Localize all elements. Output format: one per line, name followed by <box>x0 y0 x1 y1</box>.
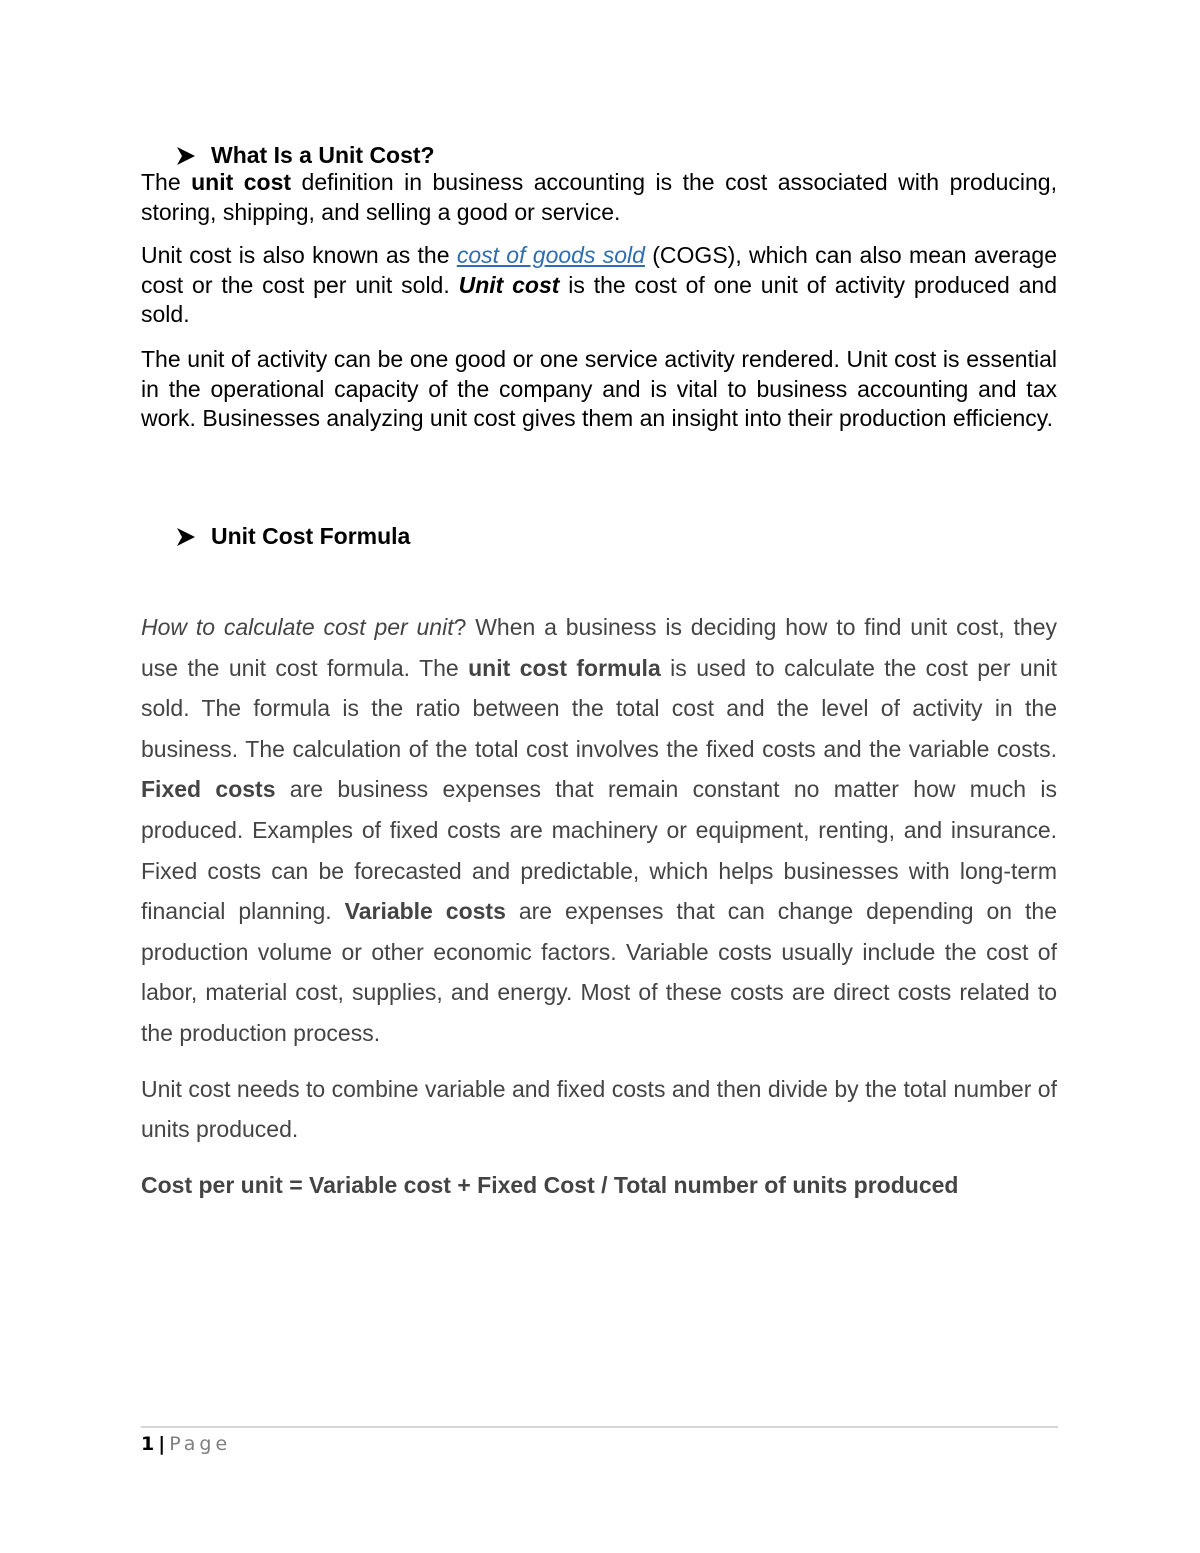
page-footer <box>141 1433 231 1455</box>
text-run: The <box>141 169 192 195</box>
paragraph-unit-of-activity: The unit of activity can be one good or one service activity rendered. Unit cost is essential in the operational capacity of the company and is vital to business accounting and tax work. Businesses analyzing unit cost gives them an insight into their production efficiency. <box>141 346 1057 431</box>
page-label: Page <box>169 1433 232 1455</box>
footer-divider <box>141 1426 1058 1428</box>
text-run: is the cost of one unit of activity produced and sold. <box>141 271 1058 327</box>
text-run: Unit cost is also known as the <box>141 242 457 268</box>
page-number: 1 <box>141 1433 155 1455</box>
bold-term-variable-costs: Variable costs <box>344 898 506 925</box>
bold-italic-term-unit-cost: Unit cost <box>458 271 560 298</box>
text-run: (COGS), which can also mean average cost or the cost per unit sold. <box>141 242 1057 298</box>
text-run: definition in business accounting is the cost associated with producing, storing, shipping, and selling a good or service. <box>141 169 1057 225</box>
paragraph-unit-cost-definition <box>141 168 1057 227</box>
bold-term-fixed-costs: Fixed costs <box>141 776 276 803</box>
italic-question: How to calculate cost per unit <box>141 614 454 640</box>
paragraph-how-to-calculate <box>141 607 1057 1054</box>
footer-separator: | <box>158 1433 166 1455</box>
cost-per-unit-formula: Cost per unit = Variable cost + Fixed Cost / Total number of units produced <box>141 1172 959 1198</box>
bold-term-unit-cost-formula: unit cost formula <box>468 654 661 681</box>
text-run: ? When a business is deciding how to find unit cost, they use the unit cost formula. The <box>141 614 1057 681</box>
section-heading-unit-cost-formula <box>175 523 410 550</box>
section-heading-what-is-unit-cost <box>175 142 435 169</box>
heading-text: What Is a Unit Cost? <box>211 142 435 168</box>
cogs-link[interactable]: cost of goods sold <box>456 242 645 268</box>
paragraph-cogs <box>141 241 1057 330</box>
paragraph-combine-costs: Unit cost needs to combine variable and fixed costs and then divide by the total number of units produced. <box>141 1076 1057 1142</box>
text-run: is used to calculate the cost per unit sold. The formula is the ratio between the total cost and the level of activity in the business. The calculation of the total cost involves the fixed costs and the variable costs. <box>141 654 1058 762</box>
heading-text: Unit Cost Formula <box>211 523 411 549</box>
arrow-bullet-icon <box>175 526 197 548</box>
text-run: are expenses that can change depending on the production volume or other economic factors. Variable costs usually include the cost of labor, material cost, supplies, and energy. Most of these costs are direct costs related to the production process. <box>141 898 1057 1046</box>
text-run: are business expenses that remain constant no matter how much is produced. Examples of fixed costs are machinery or equipment, renting, and insurance. Fixed costs can be forecasted and predictable, which helps businesses with long-term financial planning. <box>141 776 1057 925</box>
arrow-bullet-icon <box>175 145 197 167</box>
bold-term-unit-cost: unit cost <box>191 169 292 195</box>
